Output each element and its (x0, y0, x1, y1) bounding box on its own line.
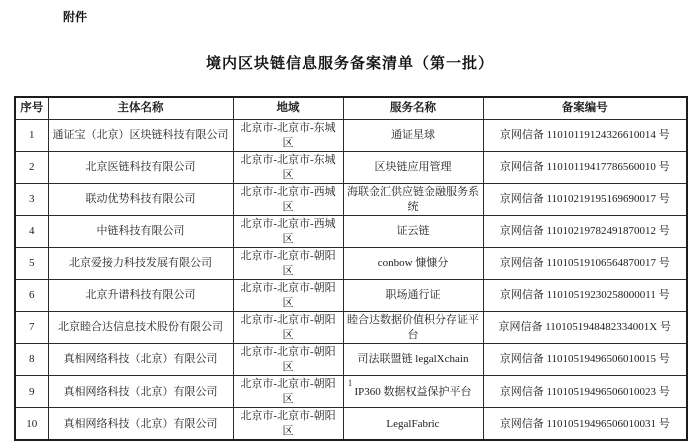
cell-entity-name: 北京睦合达信息技术股份有限公司 (48, 312, 233, 344)
table-row (15, 248, 687, 280)
cell-service-name: 通证星球 (343, 120, 483, 152)
cell-serial-number: 2 (15, 152, 48, 184)
cell-entity-name: 联动优势科技有限公司 (48, 184, 233, 216)
cell-region: 北京市-北京市-朝阳区 (233, 344, 343, 376)
cell-region: 北京市-北京市-朝阳区 (233, 376, 343, 408)
cell-entity-name: 真相网络科技（北京）有限公司 (48, 408, 233, 441)
cell-service-name: 海联金汇供应链金融服务系统 (343, 184, 483, 216)
cell-service-name: 睦合达数据价值积分存证平台 (343, 312, 483, 344)
cell-entity-name: 真相网络科技（北京）有限公司 (48, 376, 233, 408)
cell-serial-number: 1 (15, 120, 48, 152)
cell-filing-number: 京网信备 11010519230258000011 号 (483, 280, 687, 312)
cell-entity-name: 真相网络科技（北京）有限公司 (48, 344, 233, 376)
cell-region: 北京市-北京市-东城区 (233, 152, 343, 184)
cell-entity-name: 北京爱接力科技发展有限公司 (48, 248, 233, 280)
cell-region: 北京市-北京市-西城区 (233, 184, 343, 216)
table-row (15, 120, 687, 152)
page-number: 1 (347, 378, 353, 388)
attachment-label: 附件 (63, 10, 88, 24)
cell-filing-number: 京网信备 11010519496506010031 号 (483, 408, 687, 441)
table-row (15, 216, 687, 248)
header-filing-number: 备案编号 (483, 97, 687, 120)
cell-entity-name: 北京医链科技有限公司 (48, 152, 233, 184)
cell-filing-number: 京网信备 11010519496506010015 号 (483, 344, 687, 376)
table-header-row (15, 97, 687, 120)
header-service-name: 服务名称 (343, 97, 483, 120)
cell-region: 北京市-北京市-朝阳区 (233, 248, 343, 280)
cell-filing-number: 京网信备 11010219782491870012 号 (483, 216, 687, 248)
cell-service-name: 司法联盟链 legalXchain (343, 344, 483, 376)
cell-region: 北京市-北京市-朝阳区 (233, 408, 343, 441)
cell-service-name: 证云链 (343, 216, 483, 248)
cell-filing-number: 京网信备 11010119124326610014 号 (483, 120, 687, 152)
table-body (15, 120, 687, 441)
header-serial-number: 序号 (15, 97, 48, 120)
page-title: 境内区块链信息服务备案清单（第一批） (205, 56, 494, 72)
cell-service-name: IP360 数据权益保护平台 (343, 376, 483, 408)
cell-region: 北京市-北京市-东城区 (233, 120, 343, 152)
cell-serial-number: 6 (15, 280, 48, 312)
cell-filing-number: 京网信备 11010519106564870017 号 (483, 248, 687, 280)
cell-serial-number: 4 (15, 216, 48, 248)
cell-serial-number: 9 (15, 376, 48, 408)
filing-table (14, 96, 688, 441)
table-row (15, 152, 687, 184)
table-row (15, 408, 687, 441)
table-row (15, 280, 687, 312)
cell-entity-name: 中链科技有限公司 (48, 216, 233, 248)
cell-filing-number: 京网信备 11010519496506010023 号 (483, 376, 687, 408)
cell-service-name: conbow 慷慷分 (343, 248, 483, 280)
cell-service-name: 职场通行证 (343, 280, 483, 312)
cell-serial-number: 10 (15, 408, 48, 441)
cell-entity-name: 北京升谱科技有限公司 (48, 280, 233, 312)
cell-region: 北京市-北京市-西城区 (233, 216, 343, 248)
cell-filing-number: 京网信备 1101051948482334001X 号 (483, 312, 687, 344)
cell-serial-number: 5 (15, 248, 48, 280)
cell-serial-number: 3 (15, 184, 48, 216)
cell-service-name: 区块链应用管理 (343, 152, 483, 184)
header-region: 地域 (233, 97, 343, 120)
table-row (15, 344, 687, 376)
cell-region: 北京市-北京市-朝阳区 (233, 280, 343, 312)
cell-filing-number: 京网信备 11010119417786560010 号 (483, 152, 687, 184)
cell-serial-number: 8 (15, 344, 48, 376)
cell-filing-number: 京网信备 11010219195169690017 号 (483, 184, 687, 216)
table-row (15, 312, 687, 344)
cell-service-name: LegalFabric (343, 408, 483, 441)
cell-region: 北京市-北京市-朝阳区 (233, 312, 343, 344)
cell-entity-name: 通证宝（北京）区块链科技有限公司 (48, 120, 233, 152)
cell-serial-number: 7 (15, 312, 48, 344)
header-entity-name: 主体名称 (48, 97, 233, 120)
table-row (15, 184, 687, 216)
